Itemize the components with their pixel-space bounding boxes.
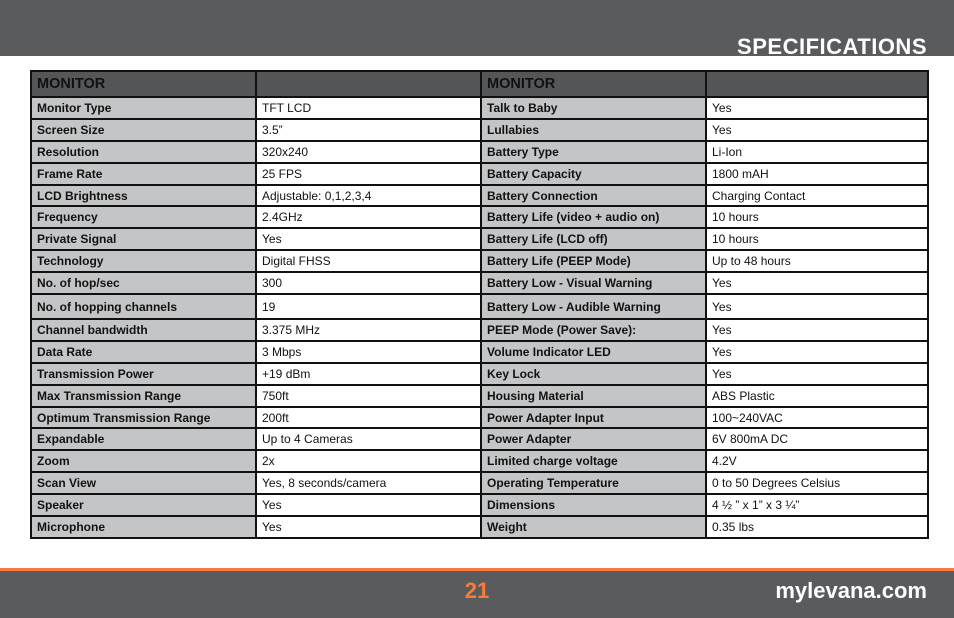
spec-label: Battery Low - Audible Warning: [481, 294, 706, 319]
table-row: [31, 294, 928, 319]
spec-value: Yes: [706, 294, 928, 319]
column-header: MONITOR: [31, 71, 256, 97]
table-row: [31, 185, 928, 207]
spec-label: Battery Capacity: [481, 163, 706, 185]
spec-label: Max Transmission Range: [31, 385, 256, 407]
spec-label: Limited charge voltage: [481, 450, 706, 472]
spec-label: Volume Indicator LED: [481, 341, 706, 363]
spec-label: Resolution: [31, 141, 256, 163]
table-row: [31, 97, 928, 119]
table-row: [31, 472, 928, 494]
spec-value: 25 FPS: [256, 163, 481, 185]
spec-value: 100~240VAC: [706, 407, 928, 429]
table-row: [31, 272, 928, 294]
spec-label: Battery Life (PEEP Mode): [481, 250, 706, 272]
column-header: MONITOR: [481, 71, 706, 97]
spec-value: 0 to 50 Degrees Celsius: [706, 472, 928, 494]
spec-value: 19: [256, 294, 481, 319]
spec-value: 0.35 lbs: [706, 516, 928, 538]
table-row: [31, 516, 928, 538]
spec-value: TFT LCD: [256, 97, 481, 119]
specifications-table: [30, 70, 929, 539]
table-row: [31, 319, 928, 341]
spec-label: No. of hopping channels: [31, 294, 256, 319]
spec-value: Yes: [706, 97, 928, 119]
spec-label: Expandable: [31, 428, 256, 450]
spec-value: 3.5”: [256, 119, 481, 141]
spec-label: Channel bandwidth: [31, 319, 256, 341]
spec-value: 10 hours: [706, 206, 928, 228]
table-header-row: [31, 71, 928, 97]
spec-value: 2x: [256, 450, 481, 472]
spec-label: Frequency: [31, 206, 256, 228]
spec-value: 10 hours: [706, 228, 928, 250]
site-url: mylevana.com: [775, 578, 927, 603]
table-row: [31, 206, 928, 228]
spec-label: Optimum Transmission Range: [31, 407, 256, 429]
spec-value: 6V 800mA DC: [706, 428, 928, 450]
spec-label: Power Adapter Input: [481, 407, 706, 429]
table-row: [31, 250, 928, 272]
spec-label: Battery Life (LCD off): [481, 228, 706, 250]
spec-value: Yes: [706, 119, 928, 141]
spec-value: Adjustable: 0,1,2,3,4: [256, 185, 481, 207]
spec-label: Technology: [31, 250, 256, 272]
spec-label: Data Rate: [31, 341, 256, 363]
spec-value: 300: [256, 272, 481, 294]
spec-value: Charging Contact: [706, 185, 928, 207]
spec-value: Yes: [256, 228, 481, 250]
spec-value: Up to 48 hours: [706, 250, 928, 272]
spec-label: Battery Life (video + audio on): [481, 206, 706, 228]
spec-label: LCD Brightness: [31, 185, 256, 207]
spec-value: ABS Plastic: [706, 385, 928, 407]
spec-label: Screen Size: [31, 119, 256, 141]
table-row: [31, 341, 928, 363]
spec-label: PEEP Mode (Power Save):: [481, 319, 706, 341]
column-header: [706, 71, 928, 97]
spec-label: Scan View: [31, 472, 256, 494]
spec-value: 200ft: [256, 407, 481, 429]
spec-value: Yes: [256, 516, 481, 538]
spec-value: 3 Mbps: [256, 341, 481, 363]
spec-label: No. of hop/sec: [31, 272, 256, 294]
column-header: [256, 71, 481, 97]
spec-label: Talk to Baby: [481, 97, 706, 119]
spec-label: Frame Rate: [31, 163, 256, 185]
spec-value: Li-Ion: [706, 141, 928, 163]
spec-label: Lullabies: [481, 119, 706, 141]
spec-label: Zoom: [31, 450, 256, 472]
table-row: [31, 428, 928, 450]
spec-value: Digital FHSS: [256, 250, 481, 272]
table-row: [31, 494, 928, 516]
page-title: SPECIFICATIONS: [737, 34, 927, 59]
spec-label: Weight: [481, 516, 706, 538]
spec-label: Transmission Power: [31, 363, 256, 385]
spec-value: Yes: [706, 319, 928, 341]
spec-value: 750ft: [256, 385, 481, 407]
spec-label: Speaker: [31, 494, 256, 516]
table-row: [31, 141, 928, 163]
spec-value: Yes: [706, 363, 928, 385]
table-row: [31, 163, 928, 185]
spec-label: Battery Low - Visual Warning: [481, 272, 706, 294]
spec-value: 2.4GHz: [256, 206, 481, 228]
spec-value: Yes, 8 seconds/camera: [256, 472, 481, 494]
spec-label: Operating Temperature: [481, 472, 706, 494]
table-row: [31, 119, 928, 141]
spec-value: 4.2V: [706, 450, 928, 472]
spec-value: Yes: [256, 494, 481, 516]
spec-label: Monitor Type: [31, 97, 256, 119]
spec-label: Dimensions: [481, 494, 706, 516]
spec-value: 3.375 MHz: [256, 319, 481, 341]
table-row: [31, 450, 928, 472]
spec-label: Power Adapter: [481, 428, 706, 450]
spec-value: Yes: [706, 272, 928, 294]
table-row: [31, 407, 928, 429]
spec-label: Battery Type: [481, 141, 706, 163]
spec-label: Housing Material: [481, 385, 706, 407]
spec-value: Up to 4 Cameras: [256, 428, 481, 450]
spec-value: Yes: [706, 341, 928, 363]
spec-value: 4 ½ ” x 1” x 3 ¼”: [706, 494, 928, 516]
table-row: [31, 385, 928, 407]
spec-value: 1800 mAH: [706, 163, 928, 185]
spec-label: Battery Connection: [481, 185, 706, 207]
spec-label: Private Signal: [31, 228, 256, 250]
table-row: [31, 228, 928, 250]
page-number: 21: [464, 578, 490, 603]
spec-value: 320x240: [256, 141, 481, 163]
spec-value: +19 dBm: [256, 363, 481, 385]
spec-label: Microphone: [31, 516, 256, 538]
spec-label: Key Lock: [481, 363, 706, 385]
table-row: [31, 363, 928, 385]
